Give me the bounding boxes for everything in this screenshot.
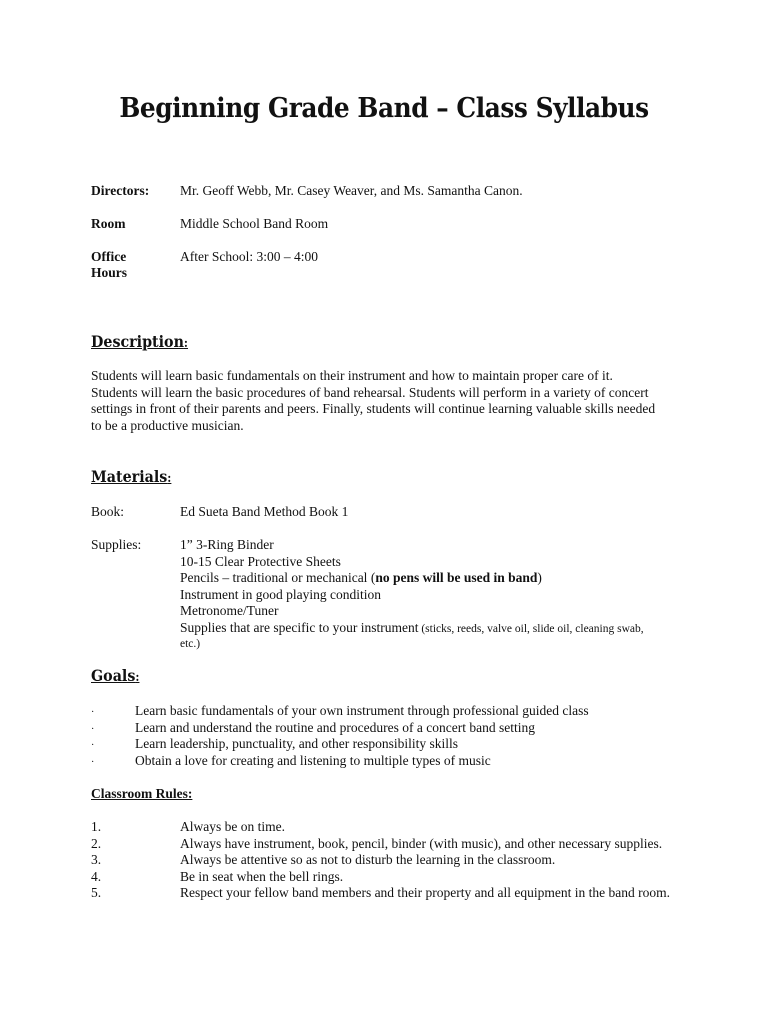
book-label: Book: bbox=[91, 504, 125, 519]
goal-item: · Learn and understand the routine and procedures of a concert band setting bbox=[91, 719, 535, 735]
goal-item: · Learn basic fundamentals of your own instrument through professional guided class bbox=[91, 703, 589, 718]
description-line: to be a productive musician. bbox=[91, 417, 244, 433]
directors-label: Directors: bbox=[91, 183, 150, 198]
supply-item: 1” 3-Ring Binder bbox=[180, 537, 274, 552]
syllabus-page: Beginning Grade Band – Class Syllabus Directors: Mr. Geoff Webb, Mr. Casey Weaver, and Ms. Samantha Canon. Room Middle School Band Room Office Hours After School: 3:00 – 4:00 Description: Students will learn basic fundamentals on their instrument and how to maintain proper care of it. Students will learn the basic procedures of band rehearsal. Students will perform in a variety of concert settings in front of their parents and peers. Finally, students will continue learning valuable skills needed to be a productive musician. Materials: Book: Ed Sueta Band Method Book 1 Supplies: 1” 3-Ring Binder 10-15 Clear Protective Sheets Pencils – traditional or mechanical (no pens will be used in band) Instrument in good playing condition Metronome/Tuner Supplies that are specific to your instrument (sticks, reeds, valve oil, slide oil, cleaning swab, etc.) Goals: · Learn basic fundamentals of your own instrument through professional guided class · Learn and understand the routine and procedures of a concert band setting · Learn leadership, punctuality, and other responsibility skills · Obtain a love for creating and listening to multiple types of music Classroom Rules: 1. Always be on time. 2. Always have instrument, book, pencil, binder (with music), and other necessary supplies. 3. Always be attentive so as not to disturb the learning in the classroom. 4. Be in seat when the bell rings. 5. Respect your fellow band members and their property and all equipment in the band room. bbox=[0, 0, 768, 1024]
directors-value: Mr. Geoff Webb, Mr. Casey Weaver, and Ms. Samantha Canon. bbox=[180, 183, 523, 198]
room-label: Room bbox=[91, 216, 126, 231]
office-label-line-2: Hours bbox=[91, 265, 128, 280]
description-line: Students will learn basic fundamentals on their instrument and how to maintain proper care of it. bbox=[91, 368, 613, 383]
goal-item: · Learn leadership, punctuality, and other responsibility skills bbox=[91, 736, 459, 751]
description-line: Students will learn the basic procedures of band rehearsal. Students will perform in a variety of concert bbox=[91, 384, 649, 400]
supply-item-continued: etc.) bbox=[180, 638, 201, 650]
description-heading: Description: bbox=[91, 332, 189, 351]
book-value: Ed Sueta Band Method Book 1 bbox=[180, 504, 349, 519]
page-title: Beginning Grade Band – Class Syllabus bbox=[119, 93, 649, 124]
supplies-list bbox=[180, 537, 644, 651]
office-label-line-1: Office bbox=[91, 249, 127, 264]
classroom-rules-heading: Classroom Rules: bbox=[91, 786, 193, 801]
materials-heading: Materials: bbox=[91, 467, 172, 486]
supply-item: Pencils – traditional or mechanical (no pens will be used in band) bbox=[180, 570, 542, 585]
supply-item: Instrument in good playing condition bbox=[180, 586, 381, 602]
supply-item: Metronome/Tuner bbox=[180, 603, 279, 618]
supply-item: Supplies that are specific to your instrument (sticks, reeds, valve oil, slide oil, cleaning swab, bbox=[180, 619, 644, 635]
supplies-label: Supplies: bbox=[91, 537, 142, 552]
supply-item: 10-15 Clear Protective Sheets bbox=[180, 553, 341, 569]
description-line: settings in front of their parents and peers. Finally, students will continue learning valuable skills needed bbox=[91, 401, 656, 416]
goal-item: · Obtain a love for creating and listening to multiple types of music bbox=[91, 752, 491, 768]
room-value: Middle School Band Room bbox=[180, 216, 329, 231]
office-hours-value: After School: 3:00 – 4:00 bbox=[180, 249, 318, 264]
goals-heading: Goals: bbox=[91, 666, 140, 685]
no-pens-note: no pens will be used in band bbox=[375, 570, 538, 585]
description-paragraph bbox=[91, 368, 691, 434]
